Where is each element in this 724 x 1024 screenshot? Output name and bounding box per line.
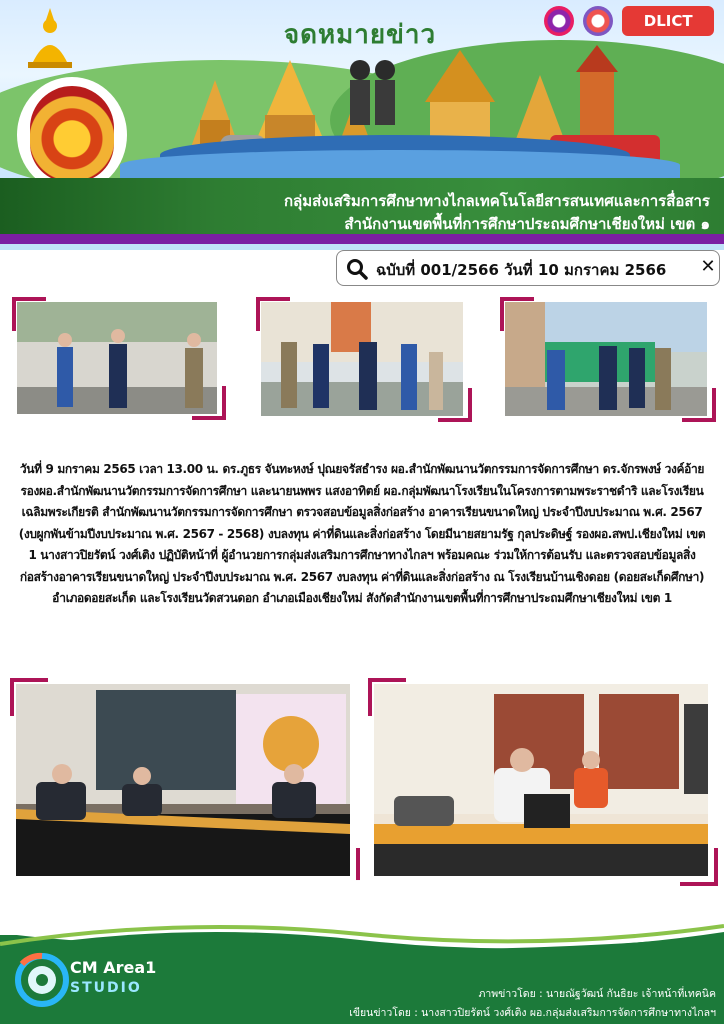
obec-emblem-icon	[30, 86, 114, 182]
newsletter-title: จดหมายข่าว	[283, 20, 437, 50]
close-icon[interactable]: ✕	[700, 256, 716, 277]
photo-meeting-1	[16, 684, 350, 876]
heart-logo-icon	[583, 6, 613, 36]
dlict-logo: DLICT	[622, 6, 714, 36]
photo-inspection-1	[17, 302, 217, 414]
buddha-statue-icon	[18, 6, 82, 70]
studio-brand-sub: STUDIO	[70, 980, 142, 996]
credits	[300, 985, 716, 1023]
photo-credit: ภาพข่าวโดย : นายณัฐวัฒน์ กันธิยะ เจ้าหน้าที่เทคนิค	[478, 988, 716, 1000]
ministry-logo-icon	[544, 6, 574, 36]
search-icon[interactable]	[346, 258, 368, 280]
cm-area1-logo-icon	[14, 950, 70, 1010]
issue-search-input[interactable]: ฉบับที่ 001/2566 วันที่ 10 มกราคม 2566	[376, 261, 667, 279]
article-body: วันที่ 9 มกราคม 2565 เวลา 13.00 น. ดร.ภูธร จันทะหงษ์ ปุณยจรัสธำรง ผอ.สำนักพัฒนานวัตกรรมการจัดการศึกษา ดร.จักรพงษ์ วงค์อ้าย รองผอ.สำนักพัฒนานวัตกรรมการจัดการศึกษา และนายนพพร แสงอาทิตย์ ผอ.กลุ่มพัฒนาโรงเรียนในโครงการตามพระราชดำริ และโรงเรียนเฉลิมพระเกียรติ สำนักพัฒนานวัตกรรมการจัดการศึกษา ตรวจสอบข้อมูลสิ่งก่อสร้าง อาคารเรียนขนาดใหญ่ ประจำปีงบประมาณ พ.ศ. 2567 (งบผูกพันข้ามปีงบประมาณ พ.ศ. 2567 - 2568) งบลงทุน ค่าที่ดินและสิ่งก่อสร้าง โดยมีนายสยามรัฐ กุลประดิษฐ์ รองผอ.สพป.เชียงใหม่ เขต 1 นางสาวปิยรัตน์ วงศ์เติง ปฏิบัติหน้าที่ ผู้อำนวยการกลุ่มส่งเสริมการศึกษาทางไกลฯ พร้อมคณะ ร่วมให้การต้อนรับ และตรวจสอบข้อมูลสิ่งก่อสร้างอาคารเรียนขนาดใหญ่ ประจำปีงบประมาณ พ.ศ. 2567 งบลงทุน ค่าที่ดินและสิ่งก่อสร้าง ณ โรงเรียนบ้านเชิงดอย (ดอยสะเก็ดศึกษา) อำเภอดอยสะเก็ด และโรงเรียนวัดสวนดอก อำเภอเมืองเชียงใหม่ สังกัดสำนักงานเขตพื้นที่การศึกษาประถมศึกษาเชียงใหม่ เขต 1	[18, 462, 706, 605]
photo-meeting-2	[374, 684, 708, 876]
unit-name-line2: สำนักงานเขตพื้นที่การศึกษาประถมศึกษาเชียงใหม่ เขต ๑	[344, 215, 710, 233]
partner-logos	[540, 6, 716, 40]
unit-name-line1: กลุ่มส่งเสริมการศึกษาทางไกลเทคโนโลยีสารสนเทศและการสื่อสาร	[283, 192, 710, 210]
studio-brand-name: CM Area1	[70, 958, 157, 977]
photo-inspection-3	[505, 302, 707, 416]
writer-credit: เขียนข่าวโดย : นางสาวปิยรัตน์ วงศ์เติง ผอ.กลุ่มส่งเสริมการจัดการศึกษาทางไกลฯ	[349, 1007, 716, 1019]
photo-inspection-2	[261, 302, 463, 416]
